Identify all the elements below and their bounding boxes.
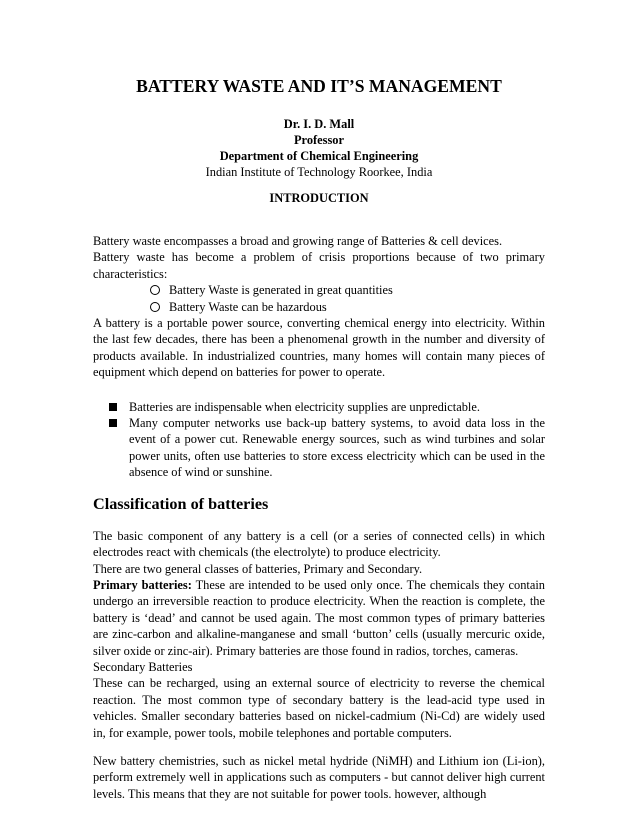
intro-paragraph-1: Battery waste encompasses a broad and growing range of Batteries & cell devices. [93,234,503,248]
primary-batteries-label: Primary batteries: [93,577,192,592]
square-bullet-icon [109,419,117,427]
list-item [93,282,545,298]
classification-heading: Classification of batteries [93,494,269,513]
circle-bullet-icon [150,285,160,295]
author-department: Department of Chemical Engineering [219,149,419,163]
list-item-text: Battery Waste can be hazardous [169,299,327,314]
list-item [93,299,545,315]
square-bullet-icon [109,403,117,411]
list-item [93,399,545,415]
intro-paragraph-3: A battery is a portable power source, converting chemical energy into electricity. Within the last few decades, there has been a phenomenal growth in the number and diversity of products available. In industrialized countries, many homes will contain many pieces of equipment which depend on batteries for power to operate. [93,316,545,380]
circle-bullet-icon [150,302,160,312]
list-item [93,415,545,481]
new-chemistries-paragraph: New battery chemistries, such as nickel metal hydride (NiMH) and Lithium ion (Li-ion), perform extremely well in applications such as computers - but cannot deliver high current levels. This means that they are not suitable for power tools. however, although [93,753,545,801]
author-designation: Professor [293,133,344,147]
introduction-heading: INTRODUCTION [269,191,369,205]
primary-batteries-text: These are intended to be used only once. The chemicals they contain undergo an irreversible reaction to produce electricity. When the reaction is complete, the battery is ‘dead’ and cannot be used again. The most common types of primary batteries are zinc-carbon and alkaline-manganese and small ‘button’ cells (usually mercuric oxide, silver oxide or zinc-air). Primary batteries are those found in radios, torches, cameras. [93,577,545,658]
list-item-text: Many computer networks use back-up battery systems, to avoid data loss in the event of a power cut. Renewable energy sources, such as wind turbines and solar power units, often use batteries to store excess electricity which can be used in the absence of wind or sunshine. [129,416,545,480]
classification-paragraph-2: There are two general classes of batteries, Primary and Secondary. [93,561,423,576]
document-body [93,233,545,802]
battery-uses-list [93,399,545,481]
characteristics-list [93,282,545,315]
author-name: Dr. I. D. Mall [283,117,355,131]
primary-batteries-paragraph [93,577,545,659]
document-title: BATTERY WASTE AND IT’S MANAGEMENT [136,76,502,96]
list-item-text: Battery Waste is generated in great quantities [169,283,393,298]
secondary-batteries-paragraph: These can be recharged, using an external source of electricity to reverse the chemical reaction. The most common type of secondary battery is the lead-acid type used in vehicles. Smaller secondary batteries based on nickel-cadmium (Ni-Cd) are widely used in, for example, power tools, mobile telephones and portable computers. [93,676,545,740]
intro-paragraph-2: Battery waste has become a problem of crisis proportions because of two primary characteristics: [93,250,545,281]
secondary-batteries-label: Secondary Batteries [93,659,193,674]
list-item-text: Batteries are indispensable when electricity supplies are unpredictable. [129,399,480,414]
classification-paragraph-1: The basic component of any battery is a cell (or a series of connected cells) in which electrodes react with chemicals (the electrolyte) to produce electricity. [93,528,545,560]
author-institute: Indian Institute of Technology Roorkee, India [205,165,433,179]
